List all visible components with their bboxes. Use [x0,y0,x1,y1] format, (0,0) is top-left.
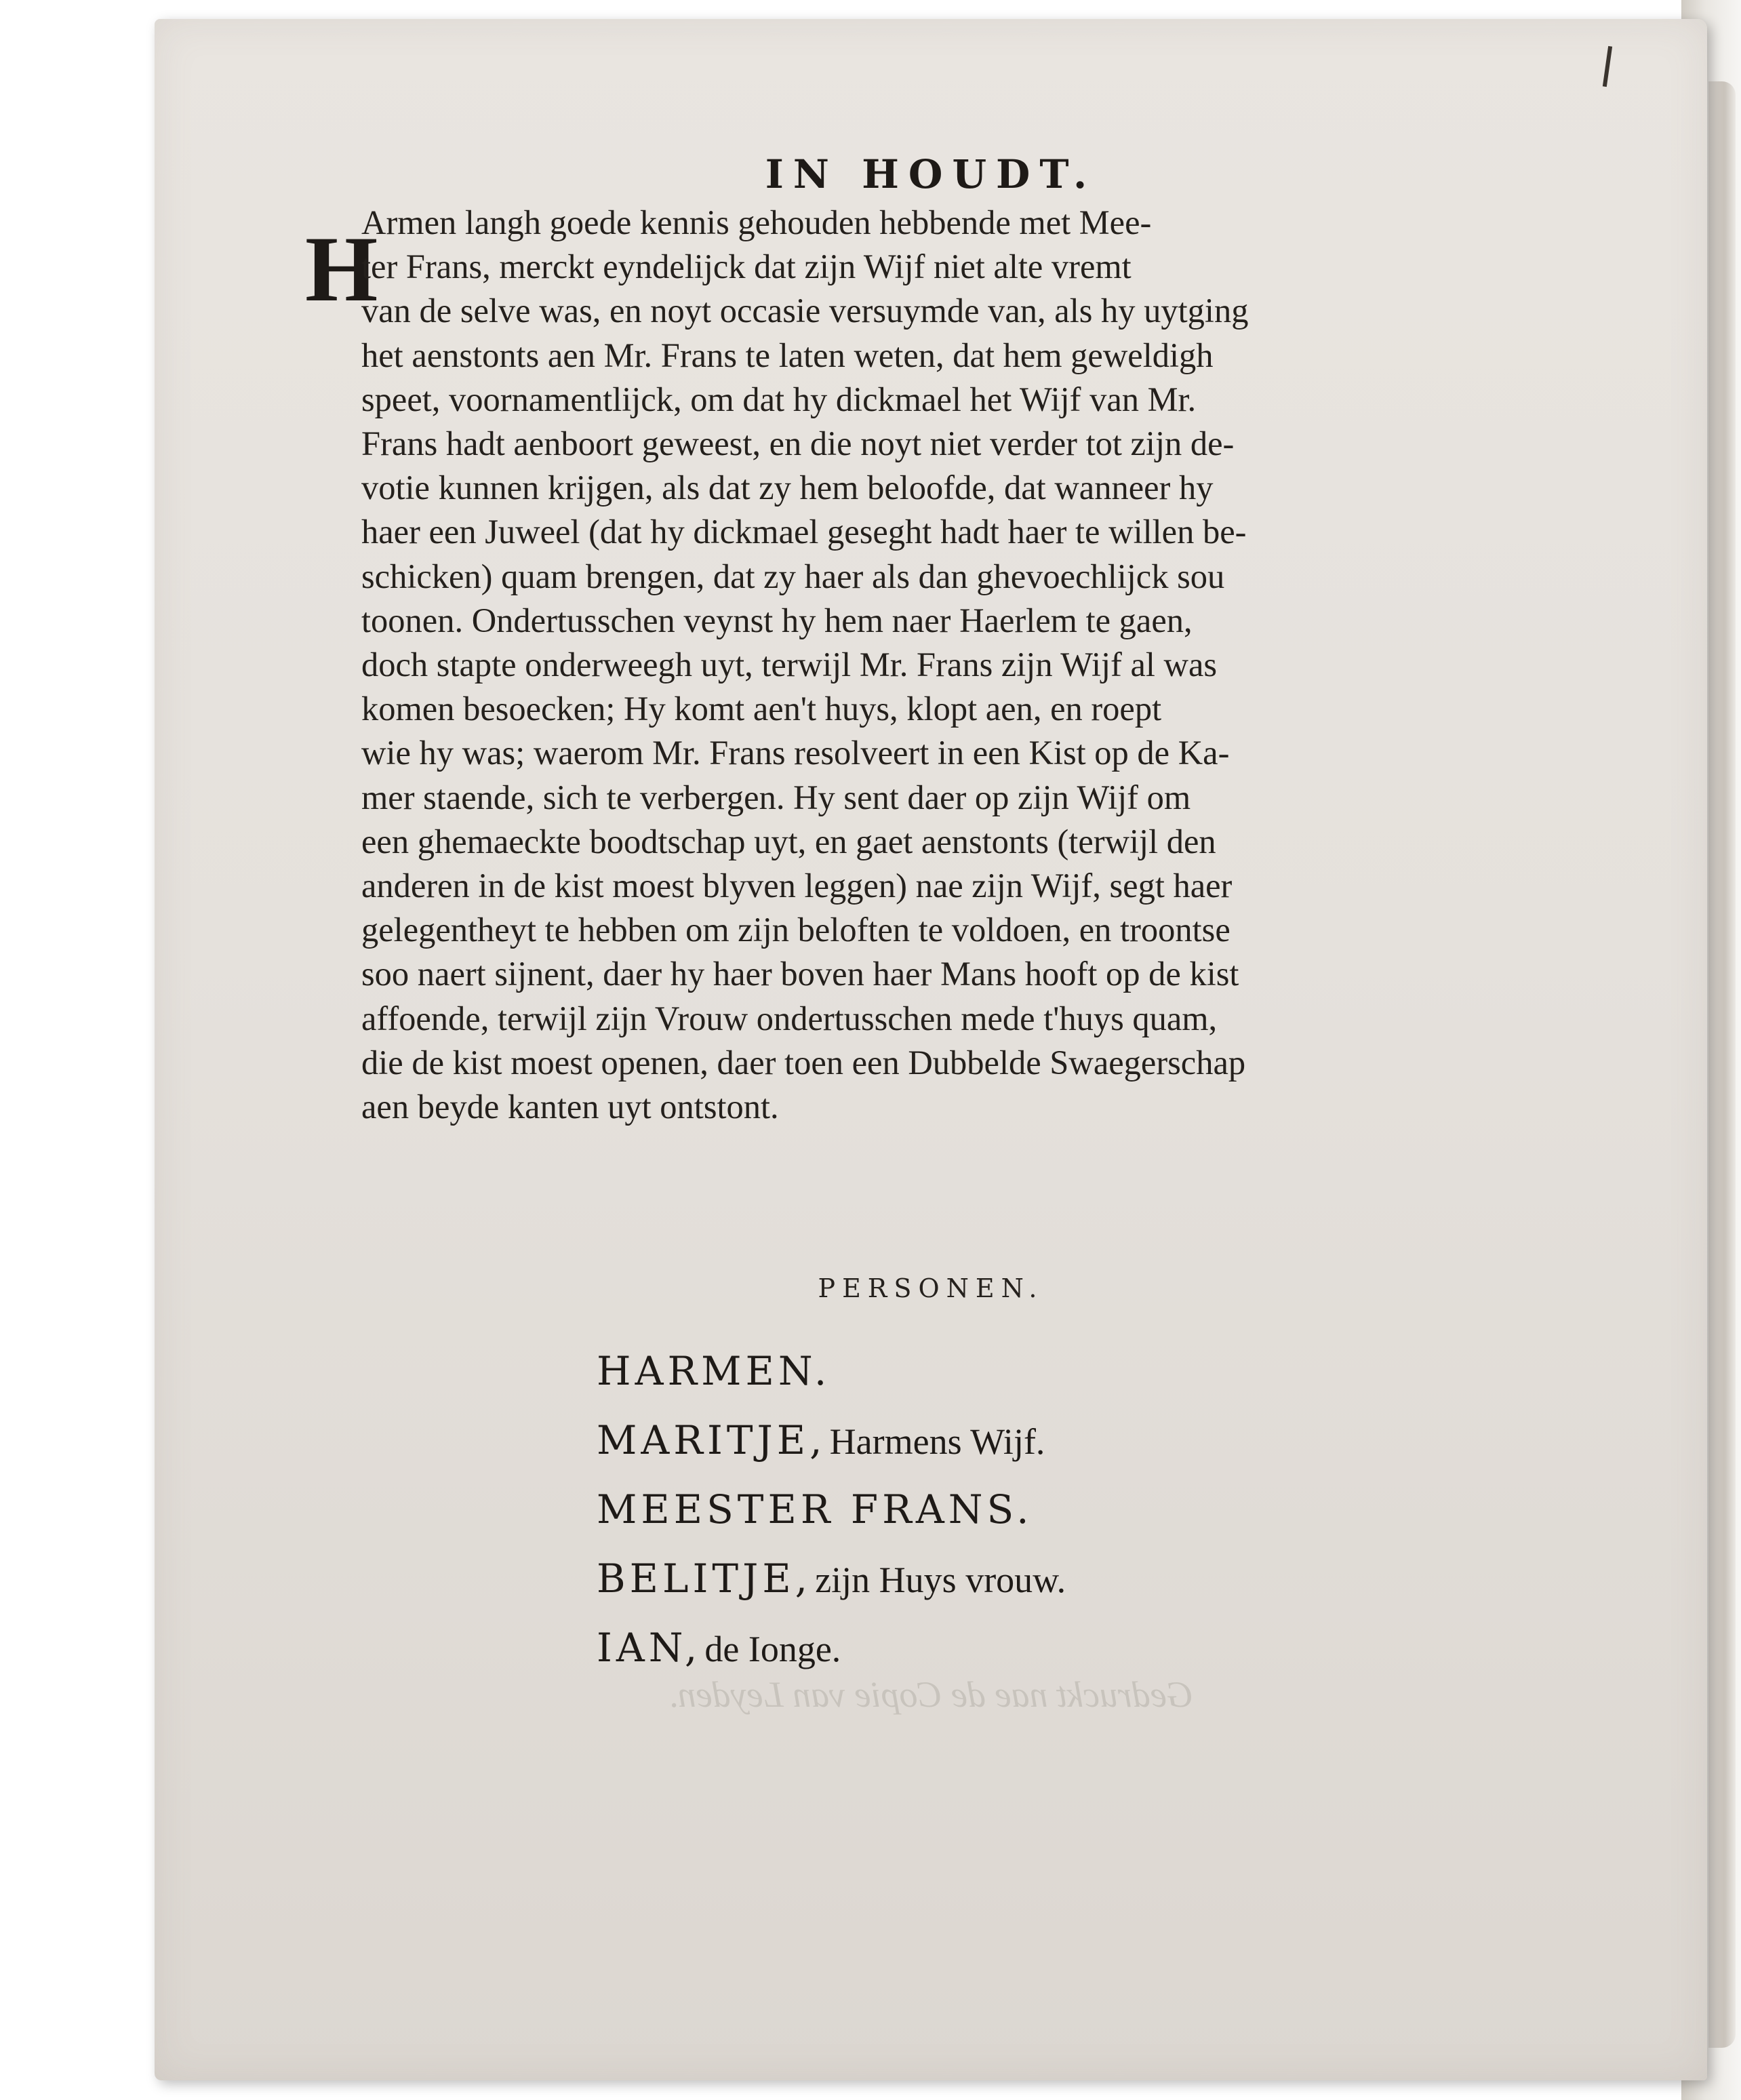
cast-member [597,1556,1066,1625]
text-line: anderen in de kist moest blyven leggen) nae zijn Wijf, segt haer [361,867,1233,905]
text-line: een ghemaeckte boodtschap uyt, en gaet aenstonts (terwijl den [361,822,1216,860]
text-line: mer staende, sich te verbergen. Hy sent daer op zijn Wijf om [361,778,1191,816]
cast-description: de Ionge. [704,1629,841,1669]
text-line: komen besoecken; Hy komt aen't huys, klopt aen, en roept [361,690,1162,728]
cast-description: Harmens Wijf. [829,1421,1045,1462]
cast-name: HARMEN. [597,1348,831,1394]
text-line: aen beyde kanten uyt ontstont. [361,1088,779,1126]
text-line: affoende, terwijl zijn Vrouw ondertusschen mede t'huys quam, [361,999,1218,1037]
cast-member [597,1417,1066,1486]
text-line: speet, voornamentlijck, om dat hy dickmael het Wijf van Mr. [361,380,1197,418]
section-title: PERSONEN. [818,1273,1044,1303]
text-line: Armen langh goede kennis gehouden hebbende met Mee- [361,203,1152,241]
text-line: van de selve was, en noyt occasie versuymde van, als hy uytging [361,292,1249,330]
cast-name: IAN, [597,1625,702,1671]
text-line: toonen. Ondertusschen veynst hy hem naer Haerlem te gaen, [361,601,1193,639]
text-line: Frans hadt aenboort geweest, en die noyt niet verder tot zijn de- [361,424,1235,463]
text-line: wie hy was; waerom Mr. Frans resolveert in een Kist op de Ka- [361,734,1230,772]
text-line: schicken) quam brengen, dat zy haer als dan ghevoechlijck sou [361,557,1225,595]
next-page-edge [1708,81,1736,2048]
text-line: haer een Juweel (dat hy dickmael geseght hadt haer te willen be- [361,513,1247,551]
show-through-text: Gedruckt nae de Copie van Leyden. [668,1674,1193,1715]
cast-name: MEESTER FRANS. [597,1486,1033,1532]
page-heading: IN HOUDT. [765,151,1097,197]
text-line: die de kist moest openen, daer toen een Dubbelde Swaegerschap [361,1043,1246,1082]
cast-member [597,1486,1066,1556]
summary-paragraph [361,201,1710,1129]
cast-list [597,1348,1066,1694]
text-line: soo naert sijnent, daer hy haer boven haer Mans hooft op de kist [361,955,1239,993]
drop-capital: H [305,217,378,321]
cast-name: MARITJE, [597,1417,826,1463]
text-line: doch stapte onderweegh uyt, terwijl Mr. Frans zijn Wijf al was [361,646,1218,684]
text-line: het aenstonts aen Mr. Frans te laten weten, dat hem geweldigh [361,336,1214,374]
text-line: ter Frans, merckt eyndelijck dat zijn Wijf niet alte vremt [361,247,1132,286]
book-page [155,19,1707,2080]
page-corner-mark [1603,46,1612,87]
cast-name: BELITJE, [597,1556,812,1602]
text-line: gelegentheyt te hebben om zijn beloften te voldoen, en troontse [361,911,1230,949]
text-line: votie kunnen krijgen, als dat zy hem beloofde, dat wanneer hy [361,469,1214,507]
cast-member [597,1348,1066,1417]
cast-description: zijn Huys vrouw. [815,1560,1066,1600]
